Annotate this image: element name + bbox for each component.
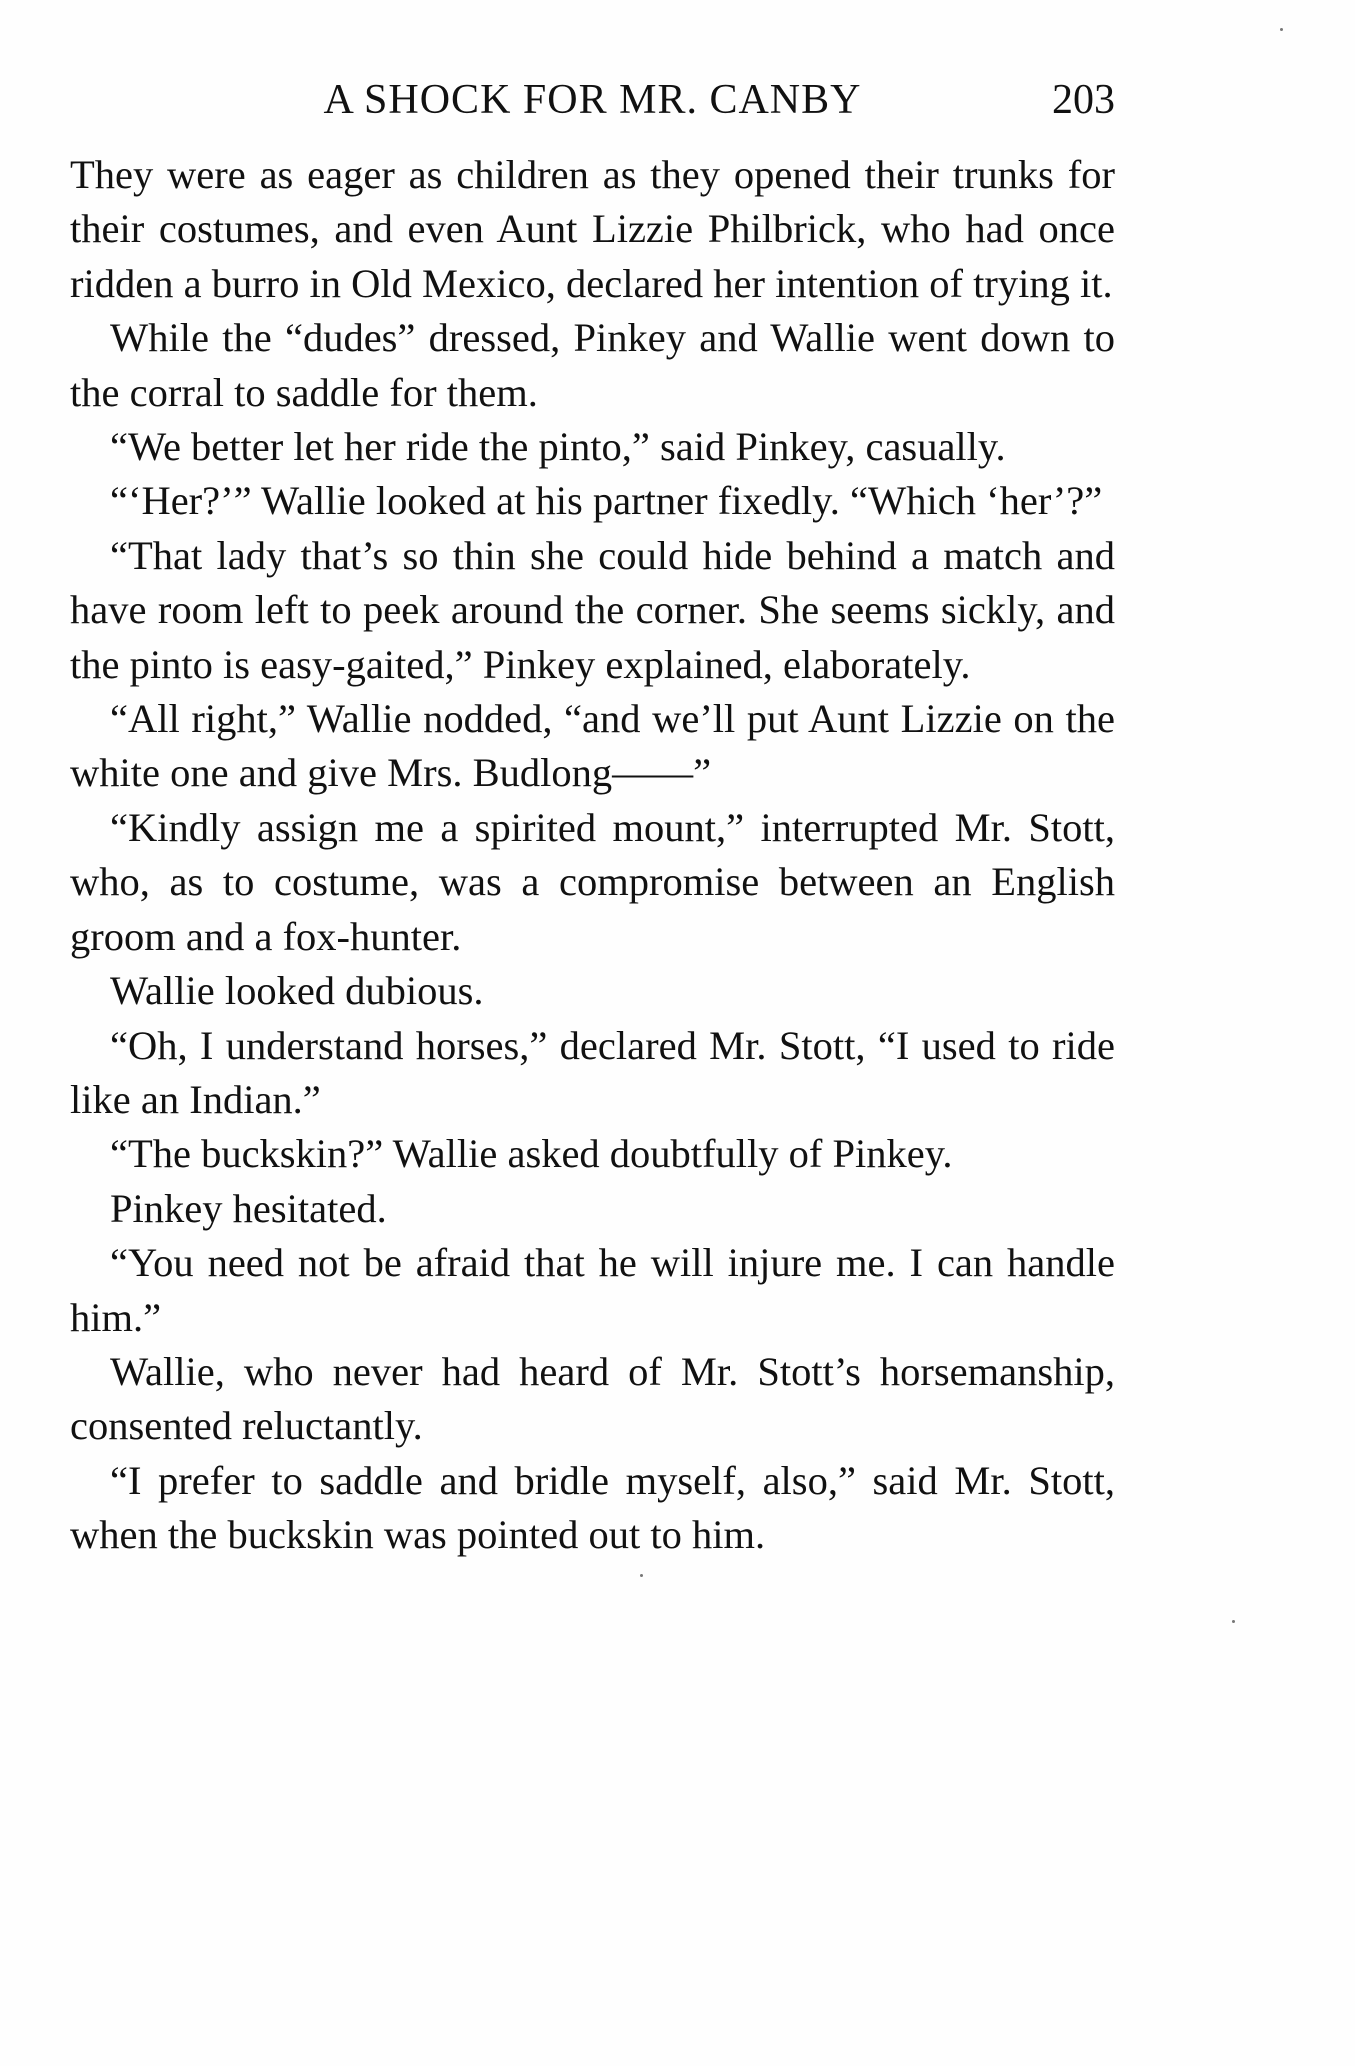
scan-speck bbox=[1232, 1620, 1235, 1623]
paragraph: Wallie looked dubious. bbox=[110, 968, 484, 1014]
paragraph: “All right,” Wallie nodded, “and we’ll put Aunt Lizzie on the white one and give Mrs. Budlong——” bbox=[70, 696, 1115, 796]
paragraph: “Oh, I understand horses,” declared Mr. Stott, “I used to ride like an Indian.” bbox=[70, 1022, 1115, 1122]
paragraph: “‘Her?’” Wallie looked at his partner fixedly. “Which ‘her’?” bbox=[110, 478, 1103, 524]
paragraph: “The buckskin?” Wallie asked doubtfully of Pinkey. bbox=[110, 1131, 953, 1177]
scan-speck bbox=[640, 1574, 643, 1577]
paragraph: Wallie, who never had heard of Mr. Stott’s horsemanship, consented reluctantly. bbox=[70, 1348, 1115, 1449]
paragraph: “I prefer to saddle and bridle myself, also,” said Mr. Stott, when the buckskin was pointed out to him. bbox=[70, 1457, 1115, 1558]
paragraph: “Kindly assign me a spirited mount,” interrupted Mr. Stott, who, as to costume, was a compromise between an English groom and a fox-hunter. bbox=[70, 804, 1115, 959]
body-text bbox=[70, 148, 1115, 1563]
running-head bbox=[70, 70, 1115, 130]
scan-speck bbox=[1280, 28, 1283, 31]
paragraph: “That lady that’s so thin she could hide behind a match and have room left to peek around the corner. She seems sickly, and the pinto is easy-gaited,” Pinkey explained, elaborately. bbox=[70, 532, 1115, 687]
paragraph: “You need not be afraid that he will injure me. I can handle him.” bbox=[70, 1240, 1115, 1340]
paragraph: “We better let her ride the pinto,” said Pinkey, casually. bbox=[110, 424, 1006, 470]
chapter-title: A SHOCK FOR MR. CANBY bbox=[323, 77, 862, 123]
paragraph: They were as eager as children as they opened their trunks for their costumes, and even Aunt Lizzie Philbrick, who had once ridden a burro in Old Mexico, declared her intention of trying it. bbox=[70, 152, 1115, 306]
paragraph: Pinkey hesitated. bbox=[110, 1185, 387, 1231]
page-number: 203 bbox=[1052, 77, 1115, 123]
paragraph: While the “dudes” dressed, Pinkey and Wallie went down to the corral to saddle for them. bbox=[70, 315, 1115, 415]
